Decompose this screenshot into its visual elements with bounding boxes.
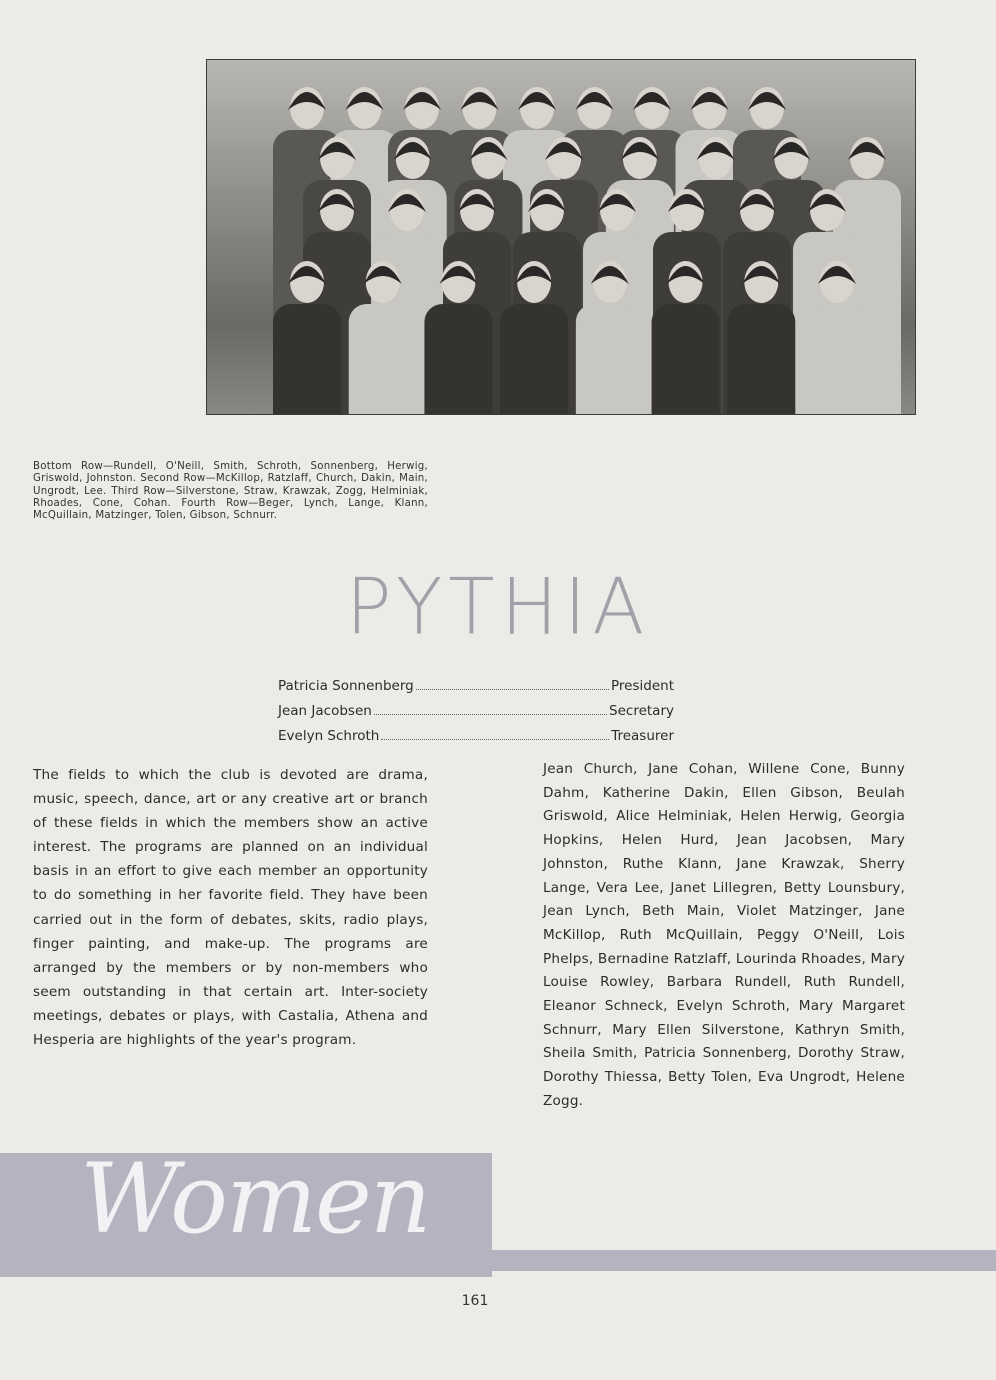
officer-name: Patricia Sonnenberg — [278, 678, 414, 694]
dot-leader — [381, 739, 609, 740]
person-silhouette — [424, 304, 492, 414]
officer-role: Treasurer — [611, 728, 674, 744]
dot-leader — [374, 714, 607, 715]
member-list: Jean Church, Jane Cohan, Willene Cone, Bunny Dahm, Katherine Dakin, Ellen Gibson, Beulah Griswold, Alice Helminiak, Helen Herwig, Georgia Hopkins, Helen Hurd, Jean Jacobsen, Mary Johnston, Ruthe Klann, Jane Krawzak, Sherry Lange, Vera Lee, Janet Lillegren, Betty Lounsbury, Jean Lynch, Beth Main, Violet Matzinger, Jane McKillop, Ruth McQuillain, Peggy O'Neill, Lois Phelps, Bernadine Ratzlaff, Lourinda Rhoades, Mary Louise Rowley, Barbara Rundell, Ruth Rundell, Eleanor Schneck, Evelyn Schroth, Mary Margaret Schnurr, Mary Ellen Silverstone, Kathryn Smith, Sheila Smith, Patricia Sonnenberg, Dorothy Straw, Dorothy Thiessa, Betty Tolen, Eva Ungrodt, Helene Zogg. — [543, 761, 905, 1109]
officer-row — [278, 703, 674, 728]
officer-name: Jean Jacobsen — [278, 703, 372, 719]
officer-row — [278, 678, 674, 703]
club-description: The fields to which the club is devoted are drama, music, speech, dance, art or any creative art or branch of these fields in which the members show an active interest. The programs are planned on an individual basis in an effort to give each member an opportunity to do something in her favorite field. They have been carried out in the form of debates, skits, radio plays, finger painting, and make-up. The programs are arranged by the members or by non-members who seem outstanding in that certain art. Inter-society meetings, debates or plays, with Castalia, Athena and Hesperia are highlights of the year's program. — [33, 767, 428, 1049]
officer-name: Evelyn Schroth — [278, 728, 380, 744]
person-silhouette — [803, 304, 871, 414]
person-silhouette — [576, 304, 644, 414]
person-silhouette — [727, 304, 795, 414]
officer-role: Secretary — [609, 703, 674, 719]
person-silhouette — [652, 304, 720, 414]
officer-list — [278, 678, 674, 753]
section-title: Women — [80, 1143, 430, 1255]
person-silhouette — [273, 304, 341, 414]
section-banner-rule — [492, 1250, 996, 1271]
group-photo-figures — [207, 60, 915, 414]
dot-leader — [416, 689, 609, 690]
page-number: 161 — [461, 1293, 489, 1309]
officer-role: President — [611, 678, 674, 694]
person-silhouette — [349, 304, 417, 414]
group-photo — [206, 59, 916, 415]
officer-row — [278, 728, 674, 753]
club-title: PYTHIA — [345, 561, 651, 652]
photo-caption: Bottom Row—Rundell, O'Neill, Smith, Schroth, Sonnenberg, Herwig, Griswold, Johnston. Second Row—McKillop, Ratzlaff, Church, Dakin, Main, Ungrodt, Lee. Third Row—Silverstone, Straw, Krawzak, Zogg, Helminiak, Rhoades, Cone, Cohan. Fourth Row—Beger, Lynch, Lange, Klann, McQuillain, Matzinger, Tolen, Gibson, Schnurr. — [33, 461, 428, 522]
person-silhouette — [500, 304, 568, 414]
